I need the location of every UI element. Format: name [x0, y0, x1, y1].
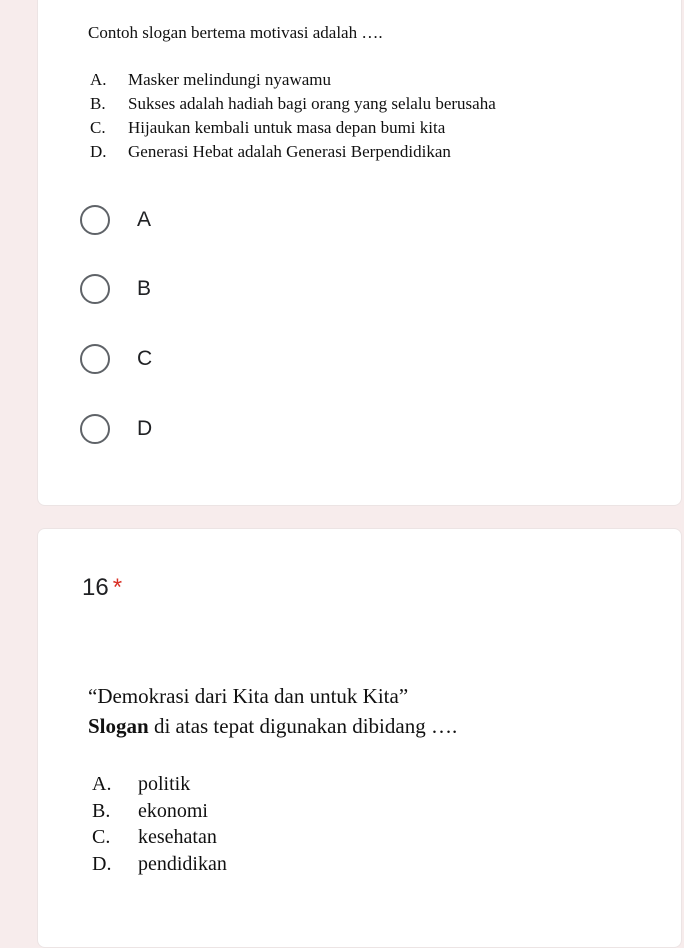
option-text: Hijaukan kembali untuk masa depan bumi kita [128, 118, 446, 137]
option-letter: C. [92, 826, 111, 848]
option-text: pendidikan [138, 852, 227, 875]
question-prompt [88, 711, 457, 741]
prompt-rest: di atas tepat digunakan dibidang …. [148, 714, 458, 738]
option-line-d [90, 140, 496, 164]
question-card-16 [37, 528, 682, 948]
radio-button-a[interactable] [80, 205, 110, 235]
question-option-list [90, 68, 496, 164]
question-number-value: 16 [82, 574, 109, 601]
question-card-15 [37, 0, 682, 506]
option-letter: A. [90, 70, 107, 89]
option-text: Masker melindungi nyawamu [128, 70, 332, 89]
radio-button-d[interactable] [80, 414, 110, 444]
radio-label-d[interactable]: D [137, 417, 153, 440]
option-text: politik [138, 773, 191, 795]
option-text: kesehatan [138, 826, 217, 848]
radio-button-c[interactable] [80, 344, 110, 374]
radio-option-a[interactable] [80, 202, 151, 238]
question-number [82, 574, 122, 602]
radio-option-d[interactable] [80, 411, 152, 447]
slogan-quote: “Demokrasi dari Kita dan untuk Kita” [88, 684, 409, 708]
radio-option-b[interactable] [80, 271, 151, 307]
question-option-list [92, 771, 227, 877]
option-letter: B. [92, 799, 111, 822]
required-asterisk: * [112, 574, 123, 601]
question-text [88, 681, 457, 741]
option-line-a [92, 771, 227, 798]
option-letter: D. [90, 142, 107, 161]
option-line-d [92, 851, 227, 878]
prompt-bold-word: Slogan [88, 714, 149, 738]
option-line-c [90, 116, 496, 140]
option-letter: C. [90, 118, 106, 137]
option-line-b [92, 798, 227, 825]
option-line-a [90, 68, 496, 92]
option-text: Generasi Hebat adalah Generasi Berpendidikan [128, 142, 451, 161]
option-text: ekonomi [138, 799, 208, 822]
option-text: Sukses adalah hadiah bagi orang yang selalu berusaha [128, 94, 496, 113]
option-letter: A. [92, 773, 112, 795]
question-text: Contoh slogan bertema motivasi adalah …. [88, 23, 383, 42]
radio-label-b[interactable]: B [137, 277, 152, 300]
option-letter: B. [90, 94, 106, 113]
radio-option-c[interactable] [80, 341, 152, 377]
radio-label-a[interactable]: A [137, 208, 152, 231]
option-line-c [92, 824, 227, 851]
option-letter: D. [92, 852, 112, 875]
radio-button-b[interactable] [80, 274, 110, 304]
option-line-b [90, 92, 496, 116]
radio-label-c[interactable]: C [137, 347, 153, 370]
